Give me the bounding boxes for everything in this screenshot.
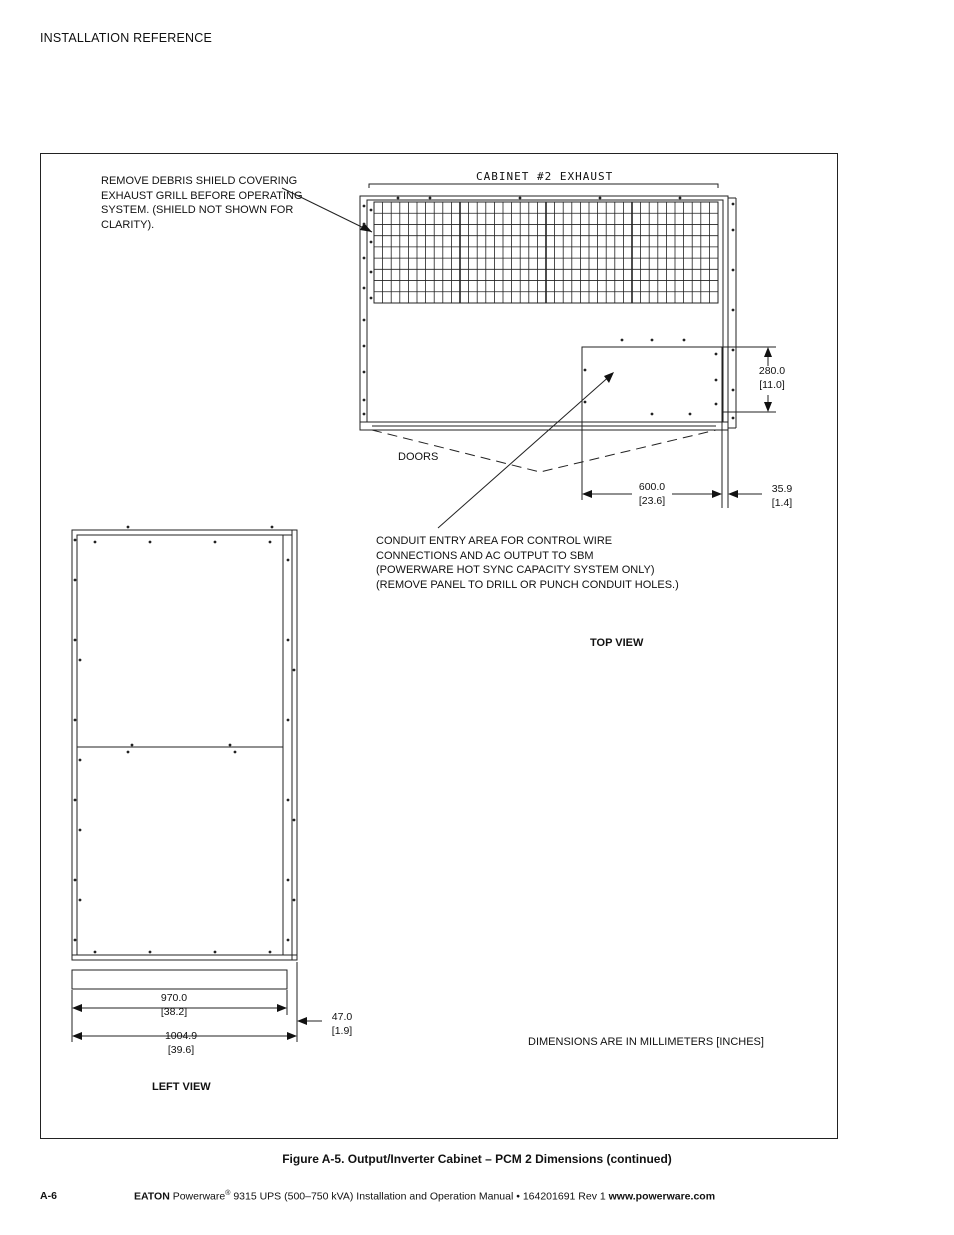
debris-note-line: CLARITY). xyxy=(101,218,155,231)
dim-mm: 280.0 xyxy=(758,365,786,377)
dim-inner-970 xyxy=(146,991,202,1019)
doors-label: DOORS xyxy=(398,451,439,463)
dim-mm: 1004.9 xyxy=(164,1030,198,1042)
top-view-cabinet-outline xyxy=(360,196,728,430)
cabinet-exhaust-label: CABINET #2 EXHAUST xyxy=(476,170,614,183)
exhaust-grill xyxy=(374,202,718,303)
conduit-note-line: CONDUIT ENTRY AREA FOR CONTROL WIRE xyxy=(376,535,613,547)
footer-text xyxy=(134,1190,715,1203)
dim-height-280 xyxy=(744,364,800,392)
dim-outer-1004 xyxy=(148,1029,214,1057)
footer-brand: EATON xyxy=(134,1190,170,1203)
left-view-base xyxy=(72,970,287,989)
conduit-entry-panel xyxy=(582,347,722,422)
conduit-note-line: CONNECTIONS AND AC OUTPUT TO SBM xyxy=(376,549,594,562)
debris-note-line: SYSTEM. (SHIELD NOT SHOWN FOR xyxy=(101,204,294,216)
units-note: DIMENSIONS ARE IN MILLIMETERS [INCHES] xyxy=(528,1036,764,1048)
page-number: A-6 xyxy=(40,1190,57,1202)
left-view-cabinet-outline xyxy=(72,530,297,960)
dim-in: [23.6] xyxy=(638,495,666,507)
debris-note-line: EXHAUST GRILL BEFORE OPERATING xyxy=(101,189,303,202)
dim-mm: 600.0 xyxy=(638,481,666,493)
dim-in: [39.6] xyxy=(167,1044,195,1056)
stencil-bracket xyxy=(369,184,718,188)
footer-url[interactable]: www.powerware.com xyxy=(608,1190,716,1203)
footer-manual-title: 9315 UPS (500–750 kVA) Installation and Operation Manual • 164201691 Rev 1 xyxy=(230,1190,609,1203)
dim-in: [1.9] xyxy=(331,1025,353,1037)
dim-mm: 35.9 xyxy=(771,483,793,495)
debris-shield-note xyxy=(101,174,303,232)
dim-width-600 xyxy=(624,480,680,508)
section-header: INSTALLATION REFERENCE xyxy=(40,31,213,45)
dim-side-47 xyxy=(322,1010,362,1038)
dim-offset-35 xyxy=(756,482,808,510)
figure-caption: Figure A-5. Output/Inverter Cabinet – PCM 2 Dimensions (continued) xyxy=(282,1152,672,1166)
footer-product: Powerware xyxy=(172,1190,226,1203)
footer-reg-mark: ® xyxy=(225,1190,231,1197)
top-view-cabinet-inner xyxy=(367,200,723,422)
conduit-entry-note xyxy=(376,534,679,592)
debris-note-line: REMOVE DEBRIS SHIELD COVERING xyxy=(101,175,298,187)
dim-in: [38.2] xyxy=(160,1006,188,1018)
dim-mm: 47.0 xyxy=(331,1011,353,1023)
dim-mm: 970.0 xyxy=(160,992,188,1004)
dim-in: [1.4] xyxy=(771,497,793,509)
left-view-title: LEFT VIEW xyxy=(152,1081,211,1093)
conduit-note-line: (POWERWARE HOT SYNC CAPACITY SYSTEM ONLY) xyxy=(376,564,655,576)
top-view-title: TOP VIEW xyxy=(590,637,644,649)
conduit-leader xyxy=(438,374,612,528)
dim-in: [11.0] xyxy=(759,379,785,391)
conduit-note-line: (REMOVE PANEL TO DRILL OR PUNCH CONDUIT HOLES.) xyxy=(376,578,679,591)
